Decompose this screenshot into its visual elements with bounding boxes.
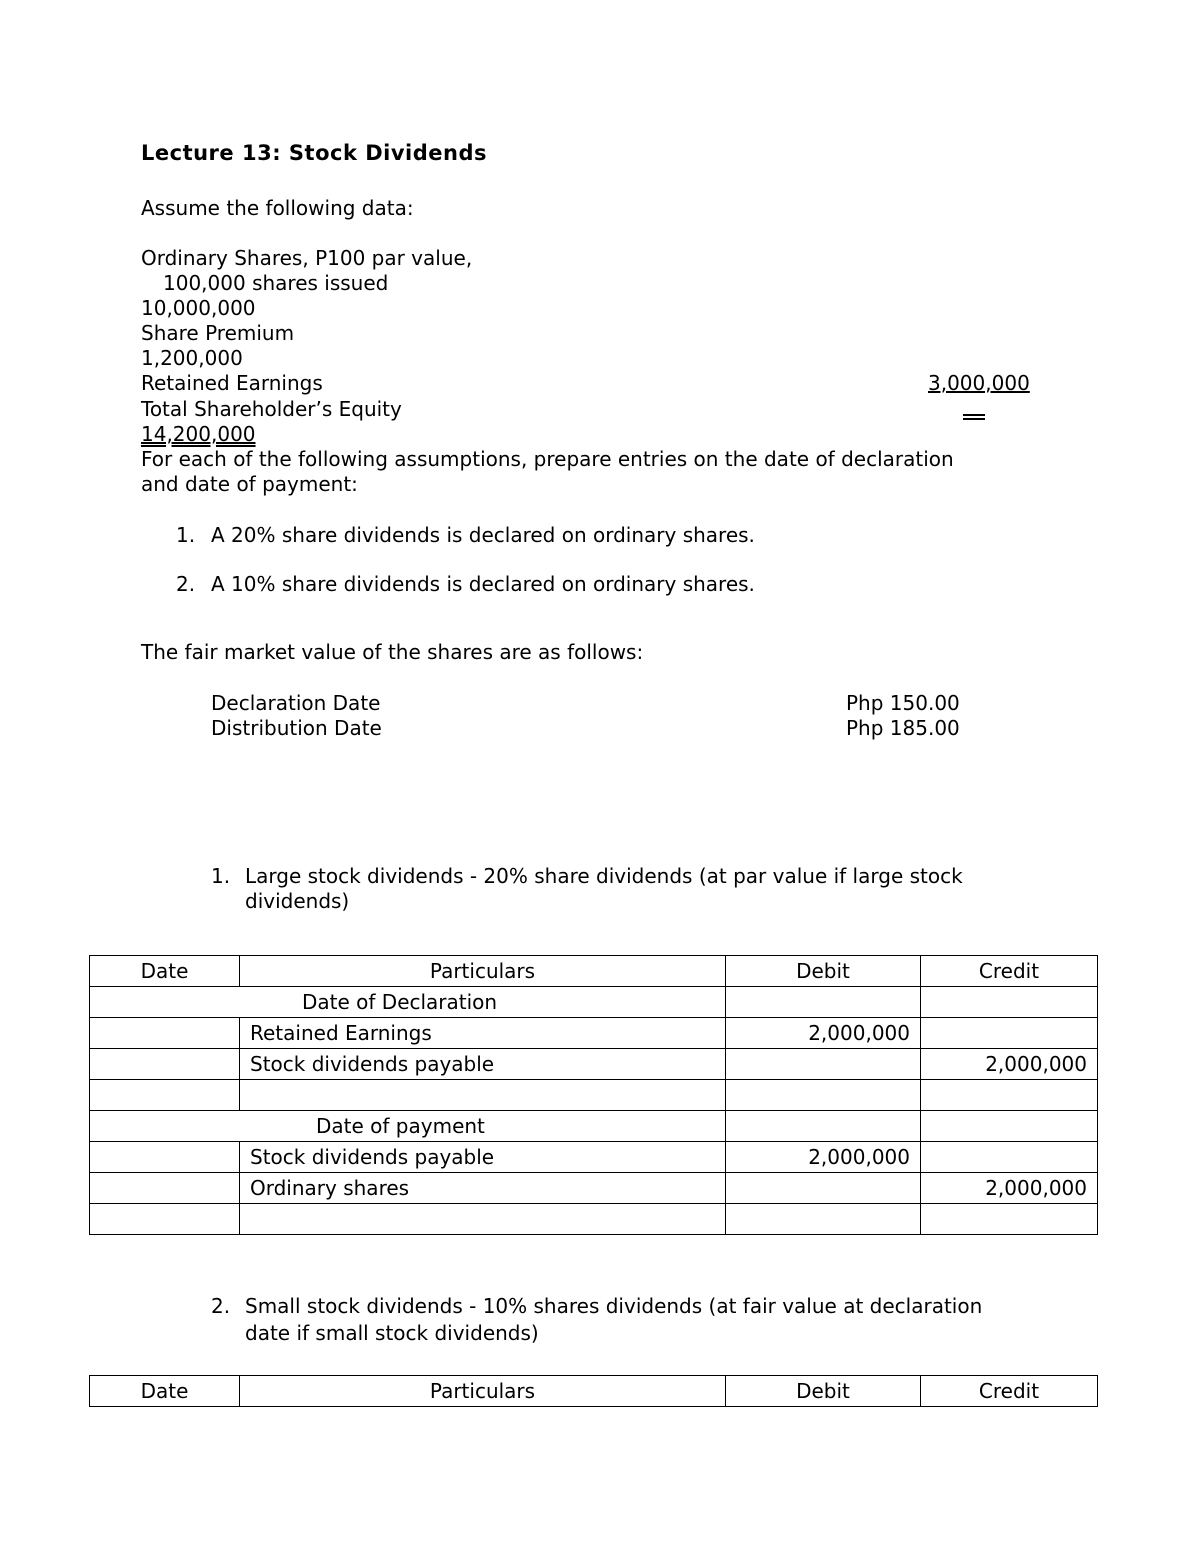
entry-credit: 2,000,000	[921, 1173, 1098, 1204]
entry-account: Retained Earnings	[240, 1018, 726, 1049]
entry-account: Ordinary shares	[240, 1173, 726, 1204]
fmv-intro: The fair market value of the shares are as follows:	[141, 640, 644, 664]
table-header-row	[90, 956, 1098, 987]
entry-credit: 2,000,000	[921, 1049, 1098, 1080]
header-debit: Debit	[726, 956, 921, 987]
assumption-2-number: 2.	[176, 572, 196, 596]
fmv-distribution-value: Php 185.00	[846, 716, 960, 740]
intro-text: Assume the following data:	[141, 196, 414, 220]
table-row	[90, 1204, 1098, 1235]
journal-table-2	[89, 1375, 1098, 1407]
assumption-2-text: A 10% share dividends is declared on ordinary shares.	[211, 572, 755, 596]
assumption-1-number: 1.	[176, 523, 196, 547]
header-debit: Debit	[726, 1376, 921, 1407]
fmv-declaration-label: Declaration Date	[211, 691, 381, 715]
header-credit: Credit	[921, 1376, 1098, 1407]
total-equity-value: 14,200,000	[141, 422, 256, 446]
fmv-distribution-label: Distribution Date	[211, 716, 382, 740]
section-1-heading-2: dividends)	[245, 889, 350, 913]
table-row	[90, 1173, 1098, 1204]
assumption-1-text: A 20% share dividends is declared on ordinary shares.	[211, 523, 755, 547]
retained-earnings-label: Retained Earnings	[141, 371, 323, 395]
section-1-number: 1.	[211, 864, 231, 888]
declaration-heading: Date of Declaration	[90, 987, 726, 1018]
double-underline-mark	[963, 414, 985, 420]
section-1-heading: Large stock dividends - 20% share dividends (at par value if large stock	[245, 864, 963, 888]
ordinary-shares-label: Ordinary Shares, P100 par value,	[141, 246, 473, 270]
share-premium-label: Share Premium	[141, 321, 295, 345]
header-particulars: Particulars	[240, 1376, 726, 1407]
page-title: Lecture 13: Stock Dividends	[141, 141, 487, 165]
fmv-declaration-value: Php 150.00	[846, 691, 960, 715]
table-row	[90, 1142, 1098, 1173]
table-row	[90, 1018, 1098, 1049]
table-row	[90, 987, 1098, 1018]
table-header-row	[90, 1376, 1098, 1407]
total-equity-label: Total Shareholder’s Equity	[141, 397, 402, 421]
section-2-heading: Small stock dividends - 10% shares dividends (at fair value at declaration	[245, 1294, 983, 1318]
table-row	[90, 1049, 1098, 1080]
header-date: Date	[90, 956, 240, 987]
payment-heading: Date of payment	[90, 1111, 726, 1142]
section-2-number: 2.	[211, 1294, 231, 1318]
header-credit: Credit	[921, 956, 1098, 987]
entry-account: Stock dividends payable	[240, 1142, 726, 1173]
section-2-heading-2: date if small stock dividends)	[245, 1321, 539, 1345]
journal-table-1	[89, 955, 1098, 1235]
entry-debit: 2,000,000	[726, 1142, 921, 1173]
retained-earnings-value: 3,000,000	[928, 371, 1030, 395]
instruction-line-2: and date of payment:	[141, 472, 358, 496]
ordinary-shares-label-2: 100,000 shares issued	[163, 271, 389, 295]
header-date: Date	[90, 1376, 240, 1407]
share-premium-value: 1,200,000	[141, 346, 243, 370]
entry-account: Stock dividends payable	[240, 1049, 726, 1080]
ordinary-shares-value: 10,000,000	[141, 296, 256, 320]
table-row	[90, 1111, 1098, 1142]
table-row	[90, 1080, 1098, 1111]
instruction-line-1: For each of the following assumptions, prepare entries on the date of declaration	[141, 447, 954, 471]
entry-debit: 2,000,000	[726, 1018, 921, 1049]
header-particulars: Particulars	[240, 956, 726, 987]
